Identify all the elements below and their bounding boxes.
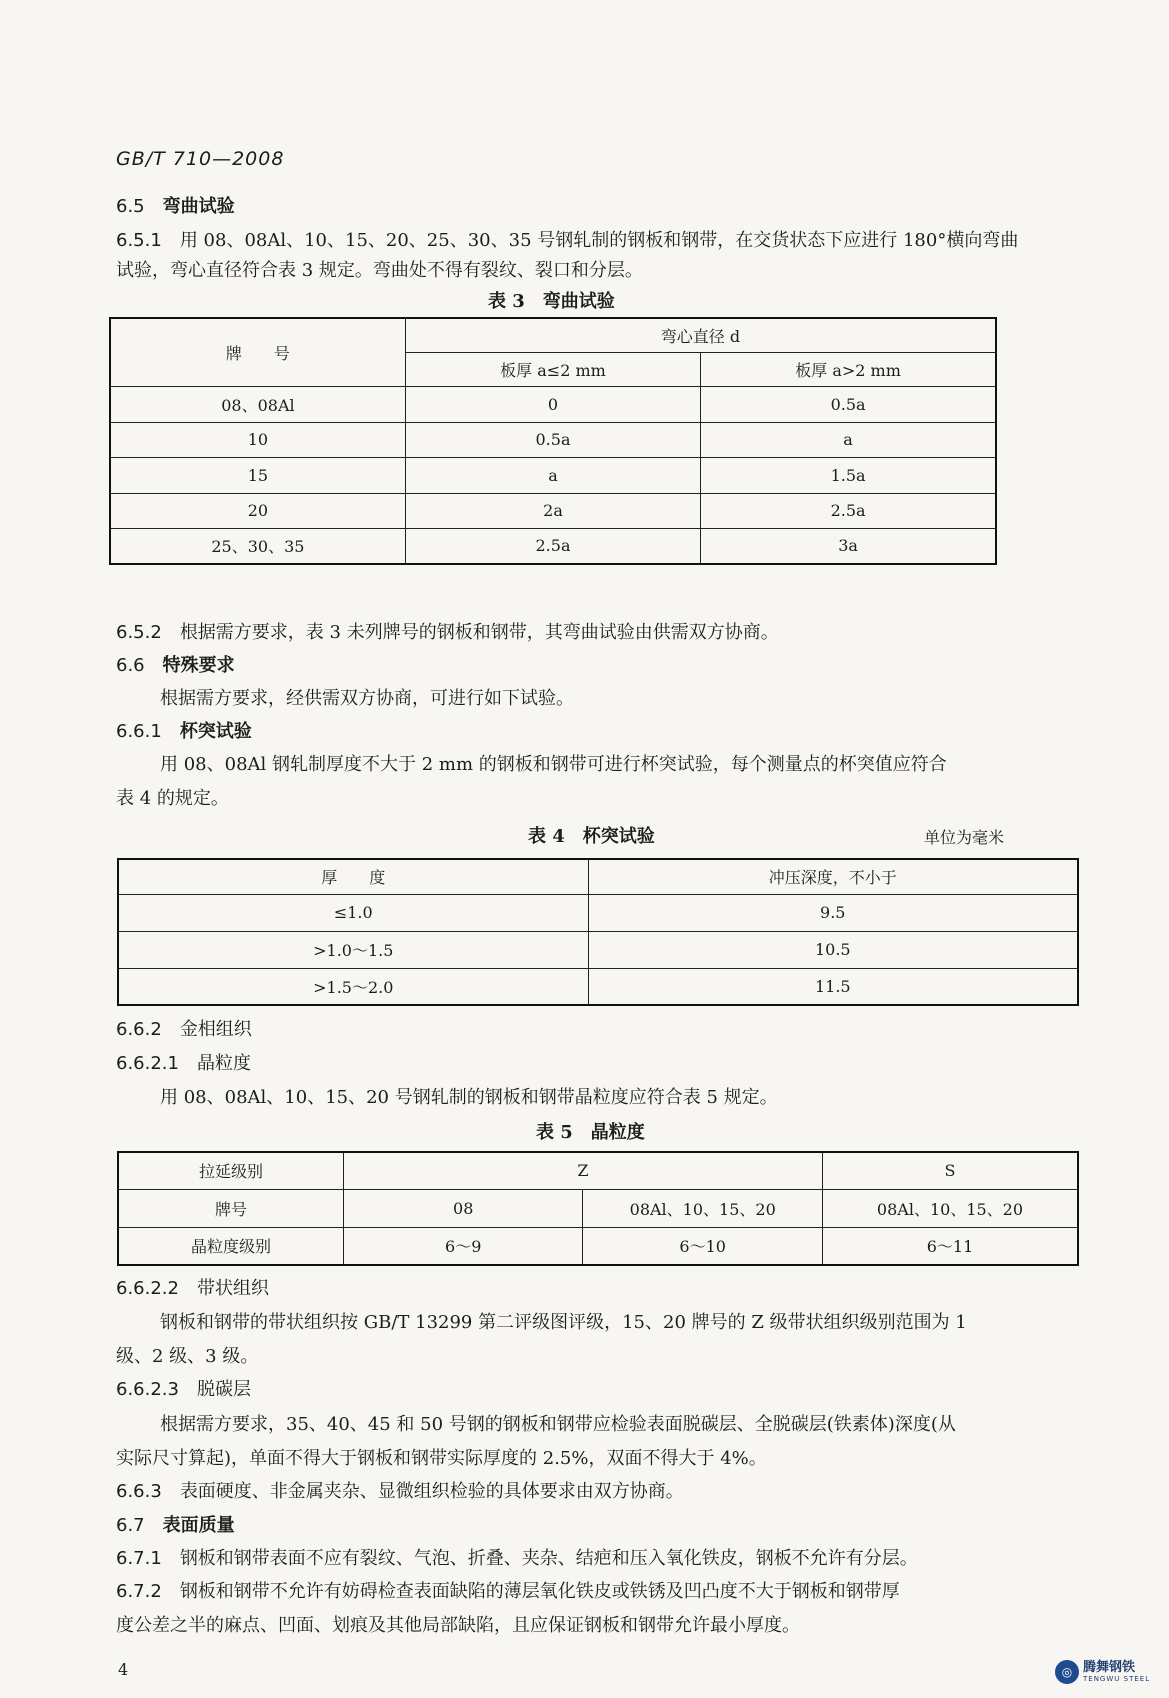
section-6-6-2-2-line1: 钢板和钢带的带状组织按 GB/T 13299 第二评级图评级，15、20 牌号的 Z 级带状组织级别范围为 1 [160, 1312, 967, 1333]
section-number: 6.7 [116, 1515, 145, 1536]
section-6-5-2 [116, 621, 779, 645]
section-number: 6.5.2 [116, 622, 162, 643]
table-cell: 6～9 [343, 1227, 582, 1265]
table-cell: 2.5a [701, 493, 996, 528]
table-cell: 拉延级别 [118, 1152, 343, 1189]
section-title: 特殊要求 [162, 655, 235, 676]
paragraph-text: 根据需方要求，表 3 未列牌号的钢板和钢带，其弯曲试验由供需双方协商。 [179, 622, 779, 643]
table-4 [117, 858, 1079, 1006]
table-cell: 晶粒度级别 [118, 1227, 343, 1265]
watermark-logo [1055, 1660, 1150, 1684]
section-number: 6.6.2.3 [116, 1379, 179, 1400]
section-6-7-2-line2: 度公差之半的麻点、凹面、划痕及其他局部缺陷，且应保证钢板和钢带允许最小厚度。 [116, 1615, 800, 1636]
table-cell: 2.5a [405, 528, 700, 564]
section-6-7-1 [116, 1547, 918, 1571]
table-row [118, 968, 1078, 1005]
table-3-head-a1: 板厚 a≤2 mm [405, 352, 700, 386]
section-6-5-1-line1 [116, 229, 1018, 253]
section-6-5-1-line2: 试验，弯心直径符合表 3 规定。弯曲处不得有裂纹、裂口和分层。 [116, 260, 643, 281]
table-cell: 牌号 [118, 1189, 343, 1227]
table-3-head-d: 弯心直径 d [405, 318, 996, 352]
section-number: 6.6.3 [116, 1481, 162, 1502]
table-3-caption: 表 3 弯曲试验 [488, 291, 615, 312]
table-row [118, 1152, 1078, 1189]
table-cell: 1.5a [701, 457, 996, 493]
table-cell: 08 [343, 1189, 582, 1227]
table-3 [109, 317, 997, 565]
table-cell: a [405, 457, 700, 493]
section-number: 6.7.2 [116, 1581, 162, 1602]
section-6-6-2-3-line1: 根据需方要求，35、40、45 和 50 号钢的钢板和钢带应检验表面脱碳层、全脱碳层(铁素体)深度(从 [160, 1414, 956, 1435]
table-4-head-depth: 冲压深度，不小于 [588, 859, 1078, 894]
section-6-6-2-2 [116, 1277, 269, 1301]
paragraph-text: 表面硬度、非金属夹杂、显微组织检验的具体要求由双方协商。 [179, 1481, 684, 1502]
section-6-6-2-2-line2: 级、2 级、3 级。 [116, 1346, 259, 1367]
table-cell: ≤1.0 [118, 894, 588, 931]
section-6-6-text: 根据需方要求，经供需双方协商，可进行如下试验。 [160, 688, 574, 709]
table-cell: 08Al、10、15、20 [583, 1189, 823, 1227]
standard-header: GB/T 710—2008 [116, 148, 285, 170]
table-3-head-a2: 板厚 a>2 mm [701, 352, 996, 386]
table-cell: 6～11 [822, 1227, 1078, 1265]
paragraph-text: 用 08、08Al、10、15、20、25、30、35 号钢轧制的钢板和钢带，在交货状态下应进行 180°横向弯曲 [179, 230, 1019, 251]
section-title: 表面质量 [162, 1515, 235, 1536]
section-title: 带状组织 [196, 1278, 269, 1299]
table-5 [117, 1151, 1079, 1266]
section-number: 6.6.2.2 [116, 1278, 179, 1299]
logo-icon: ◎ [1055, 1660, 1079, 1684]
table-cell: >1.0～1.5 [118, 931, 588, 968]
table-cell: a [701, 422, 996, 457]
logo-text-en: TENGWU STEEL [1083, 1675, 1151, 1683]
section-6-6-3 [116, 1480, 684, 1504]
table-4-head-thickness: 厚 度 [118, 859, 588, 894]
paragraph-text: 钢板和钢带不允许有妨碍检查表面缺陷的薄层氧化铁皮或铁锈及凹凸度不大于钢板和钢带厚 [179, 1581, 900, 1602]
section-6-6-2-3-line2: 实际尺寸算起)，单面不得大于钢板和钢带实际厚度的 2.5%，双面不得大于 4%。 [116, 1448, 767, 1469]
section-title: 脱碳层 [196, 1379, 251, 1400]
section-6-7-2-line1 [116, 1580, 900, 1604]
table-cell: 10 [110, 422, 405, 457]
table-row [118, 1227, 1078, 1265]
table-4-unit: 单位为毫米 [924, 828, 1005, 847]
logo-text-cn: 腾舞钢铁 [1083, 1660, 1136, 1675]
table-cell: 9.5 [588, 894, 1078, 931]
section-title: 杯突试验 [179, 721, 252, 742]
section-number: 6.6.1 [116, 721, 162, 742]
section-6-6-2-3 [116, 1378, 251, 1402]
table-cell: S [822, 1152, 1078, 1189]
section-6-6-1-line1: 用 08、08Al 钢轧制厚度不大于 2 mm 的钢板和钢带可进行杯突试验，每个测量点的杯突值应符合 [160, 754, 947, 775]
table-cell: 3a [701, 528, 996, 564]
table-cell: Z [343, 1152, 822, 1189]
table-5-caption: 表 5 晶粒度 [536, 1122, 645, 1143]
section-6-5 [116, 195, 235, 219]
table-cell: 2a [405, 493, 700, 528]
table-row [110, 528, 996, 564]
page-number: 4 [118, 1660, 129, 1679]
table-cell: 08、08Al [110, 386, 405, 422]
paragraph-text: 钢板和钢带表面不应有裂纹、气泡、折叠、夹杂、结疤和压入氧化铁皮，钢板不允许有分层。 [179, 1548, 918, 1569]
table-cell: 10.5 [588, 931, 1078, 968]
section-6-6-2-1-text: 用 08、08Al、10、15、20 号钢轧制的钢板和钢带晶粒度应符合表 5 规定。 [160, 1087, 778, 1108]
table-cell: 0.5a [405, 422, 700, 457]
table-cell: 6～10 [583, 1227, 823, 1265]
table-cell: 08Al、10、15、20 [822, 1189, 1078, 1227]
section-number: 6.6 [116, 655, 145, 676]
section-number: 6.6.2 [116, 1019, 162, 1040]
table-row [118, 1189, 1078, 1227]
table-row [118, 931, 1078, 968]
table-row [110, 422, 996, 457]
section-number: 6.6.2.1 [116, 1053, 179, 1074]
section-6-7 [116, 1514, 235, 1538]
table-cell: 0 [405, 386, 700, 422]
table-cell: >1.5～2.0 [118, 968, 588, 1005]
section-6-6 [116, 654, 235, 678]
section-6-6-2-1 [116, 1052, 251, 1076]
section-number: 6.5 [116, 196, 145, 217]
table-row [110, 457, 996, 493]
section-6-6-1-line2: 表 4 的规定。 [116, 788, 229, 809]
table-3-head-grade: 牌 号 [110, 318, 405, 386]
table-row [118, 894, 1078, 931]
table-cell: 20 [110, 493, 405, 528]
table-row [110, 386, 996, 422]
table-cell: 25、30、35 [110, 528, 405, 564]
table-row [110, 493, 996, 528]
table-cell: 0.5a [701, 386, 996, 422]
section-title: 弯曲试验 [162, 196, 235, 217]
table-cell: 15 [110, 457, 405, 493]
section-number: 6.7.1 [116, 1548, 162, 1569]
section-6-6-1 [116, 720, 252, 744]
section-title: 金相组织 [179, 1019, 252, 1040]
section-number: 6.5.1 [116, 230, 162, 251]
table-4-caption: 表 4 杯突试验 [528, 826, 655, 847]
table-cell: 11.5 [588, 968, 1078, 1005]
section-6-6-2 [116, 1018, 252, 1042]
section-title: 晶粒度 [196, 1053, 251, 1074]
